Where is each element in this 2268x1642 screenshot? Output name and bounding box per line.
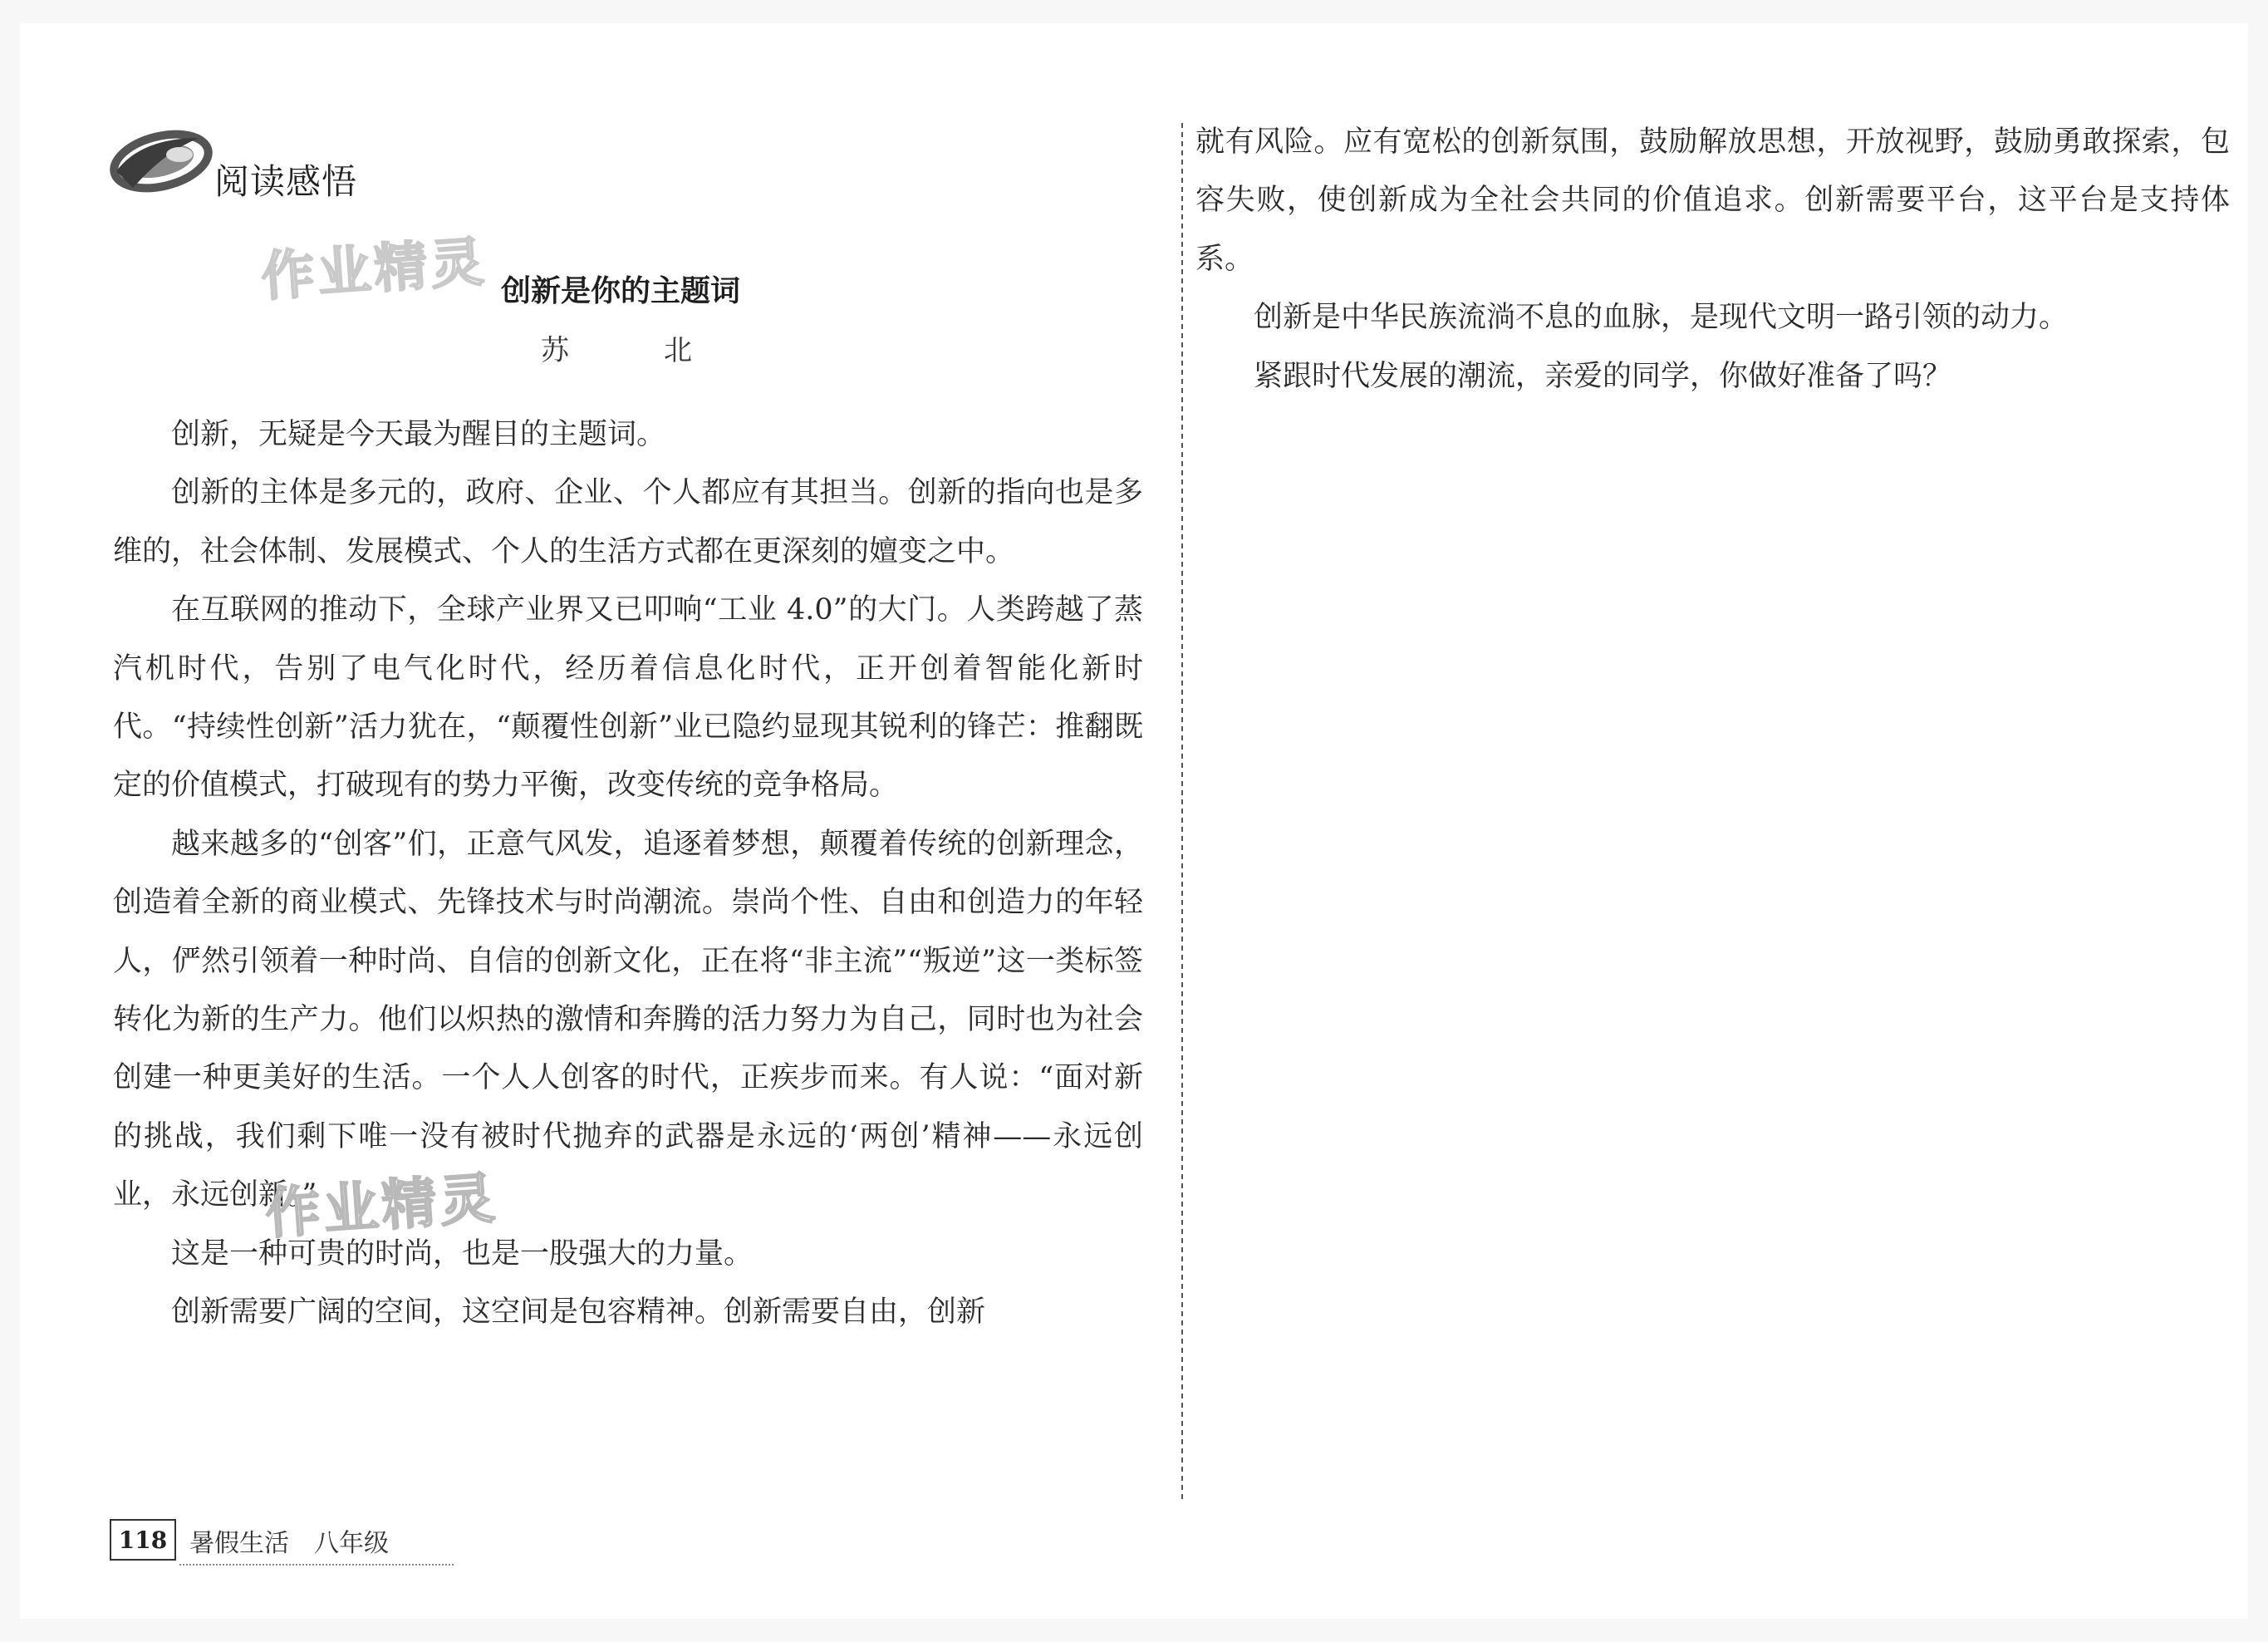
section-title: 阅读感悟 bbox=[214, 161, 358, 202]
watermark: 作业精灵 bbox=[263, 1166, 500, 1246]
page-footer bbox=[110, 1519, 459, 1569]
paragraph: 创新需要广阔的空间，这空间是包容精神。创新需要自由，创新 bbox=[171, 1295, 986, 1330]
right-column bbox=[1195, 113, 2230, 406]
paragraph: 在互联网的推动下，全球产业界又已叩响“工业 4.0”的大门。人类跨越了蒸汽机时代，告别了电气化时代，经历着信息化时代，正开创着智能化新时代。“持续性创新”活力犹在，“颠覆性创新”业已隐约显现其锐利的锋芒：推翻既定的价值模式，打破现有的势力平衡，改变传统的竞争格局。 bbox=[113, 593, 1143, 803]
paragraph: 这是一种可贵的时尚，也是一股强大的力量。 bbox=[171, 1236, 754, 1271]
article-author: 苏 北 bbox=[541, 334, 725, 367]
footer-rule bbox=[179, 1564, 454, 1566]
watermark: 作业精灵 bbox=[259, 231, 489, 309]
swoosh-logo-icon bbox=[108, 113, 224, 204]
paragraph-continuation: 就有风险。应有宽松的创新氛围，鼓励解放思想，开放视野，鼓励勇敢探索，包容失败，使创新成为全社会共同的价值追求。创新需要平台，这平台是支持体系。 bbox=[1195, 125, 2230, 276]
column-divider bbox=[1176, 123, 1188, 1502]
paragraph: 紧跟时代发展的潮流，亲爱的同学，你做好准备了吗？ bbox=[1254, 359, 1952, 393]
book-title: 暑假生活 八年级 bbox=[189, 1529, 389, 1558]
paragraph: 创新是中华民族流淌不息的血脉，是现代文明一路引领的动力。 bbox=[1254, 301, 2069, 335]
article-title: 创新是你的主题词 bbox=[500, 274, 740, 308]
paragraph: 越来越多的“创客”们，正意气风发，追逐着梦想，颠覆着传统的创新理念，创造着全新的商业模式、先锋技术与时尚潮流。崇尚个性、自由和创造力的年轻人，俨然引领着一种时尚、自信的创新文化，正在将“非主流”“叛逆”这一类标签转化为新的生产力。他们以炽热的激情和奔腾的活力努力为自己，同时也为社会创建一种更美好的生活。一个人人创客的时代，正疾步而来。有人说：“面对新的挑战，我们剩下唯一没有被时代抛弃的武器是永远的‘两创’精神——永远创业，永远创新。” bbox=[113, 827, 1143, 1212]
section-header bbox=[108, 113, 407, 213]
paragraph: 创新，无疑是今天最为醒目的主题词。 bbox=[171, 418, 666, 451]
book-page bbox=[20, 23, 2248, 1619]
page-number: 118 bbox=[110, 1519, 176, 1561]
paragraph: 创新的主体是多元的，政府、企业、个人都应有其担当。创新的指向也是多维的，社会体制、发展模式、个人的生活方式都在更深刻的嬗变之中。 bbox=[113, 476, 1143, 568]
